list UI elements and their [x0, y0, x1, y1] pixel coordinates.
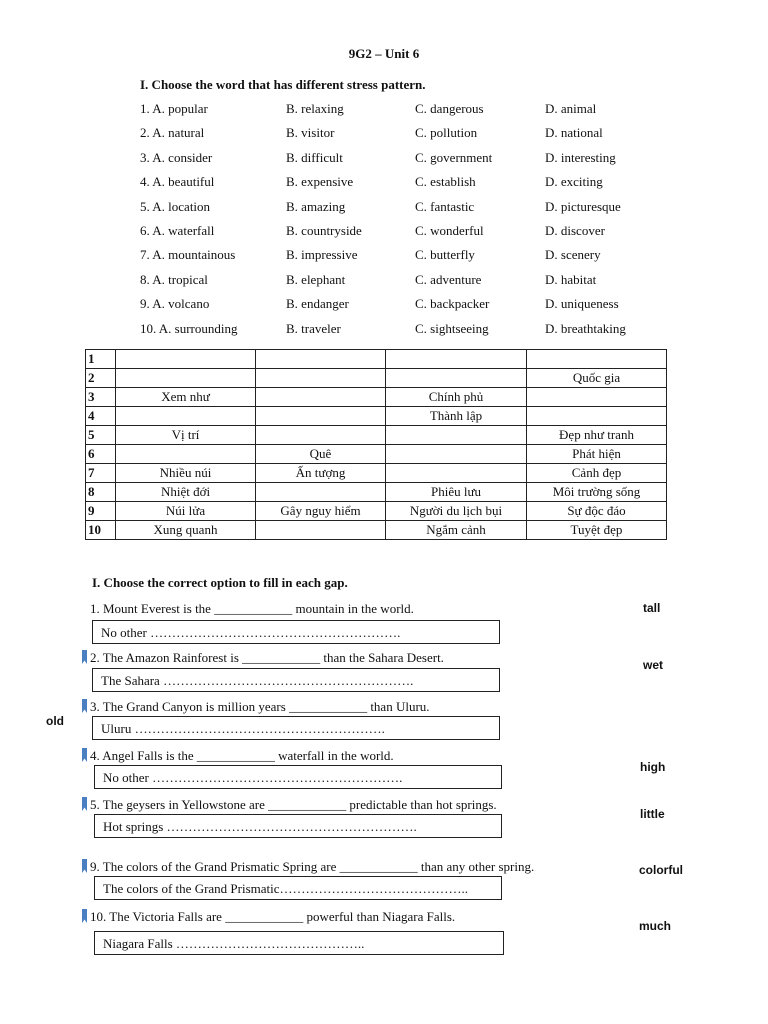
option-b: B. elephant — [286, 271, 346, 287]
option-c: C. fantastic — [415, 198, 475, 214]
table-row — [86, 407, 667, 426]
option-b: B. expensive — [286, 174, 354, 190]
cell — [116, 350, 256, 369]
cell — [386, 464, 527, 483]
hint-word: tall — [643, 601, 661, 615]
option-d: D. animal — [545, 101, 597, 116]
option-b: B. endanger — [286, 296, 349, 312]
bookmark-icon — [82, 748, 87, 762]
hint-word: little — [640, 807, 665, 821]
cell — [527, 388, 667, 407]
cell: Phiêu lưu — [386, 483, 527, 502]
gap-question: 3. The Grand Canyon is million years ____________ than Uluru. — [90, 699, 430, 714]
cell: Đẹp như tranh — [527, 426, 667, 445]
hint-word: much — [639, 919, 672, 933]
cell: Gây nguy hiểm — [256, 502, 386, 521]
option-a: 3. A. consider — [140, 149, 213, 165]
option-a: 5. A. location — [140, 198, 211, 214]
gap-question: 10. The Victoria Falls are ____________ powerful than Niagara Falls. — [90, 909, 456, 924]
option-a: 6. A. waterfall — [140, 223, 215, 238]
cell: Chính phủ — [386, 388, 527, 407]
bookmark-icon — [82, 699, 87, 713]
option-d: D. picturesque — [545, 198, 621, 214]
cell: Thành lập — [386, 407, 527, 426]
table-row — [86, 426, 667, 445]
option-c: C. pollution — [415, 125, 478, 141]
cell: Quê — [256, 445, 386, 464]
option-c: C. establish — [415, 174, 476, 190]
cell — [386, 350, 527, 369]
option-a: 8. A. tropical — [140, 271, 208, 287]
row-number: 5 — [86, 426, 116, 445]
option-a: 2. A. natural — [140, 125, 205, 141]
bookmark-icon — [82, 859, 87, 873]
cell: Ngắm cảnh — [386, 521, 527, 540]
cell: Xung quanh — [116, 521, 256, 540]
answer-box[interactable]: The Sahara …………………………………………………. — [92, 668, 500, 692]
cell: Xem như — [116, 388, 256, 407]
table-row — [86, 483, 667, 502]
cell: Môi trường sống — [527, 483, 667, 502]
row-number: 9 — [86, 502, 116, 521]
section2-heading: I. Choose the correct option to fill in each gap. — [92, 575, 348, 590]
cell — [116, 369, 256, 388]
row-number: 3 — [86, 388, 116, 407]
answer-box[interactable]: No other …………………………………………………. — [94, 765, 502, 789]
hint-word: old — [46, 714, 64, 728]
option-c: C. wonderful — [415, 223, 484, 238]
answer-box[interactable]: No other …………………………………………………. — [92, 620, 500, 644]
table-row — [86, 502, 667, 521]
row-number: 10 — [86, 521, 116, 540]
answer-box[interactable]: The colors of the Grand Prismatic…………………………………….. — [94, 876, 502, 900]
cell: Núi lửa — [116, 502, 256, 521]
vocabulary-table — [85, 349, 667, 540]
answer-box[interactable]: Uluru …………………………………………………. — [92, 716, 500, 740]
hint-word: wet — [643, 658, 664, 672]
table-row — [86, 369, 667, 388]
row-number: 1 — [86, 350, 116, 369]
row-number: 2 — [86, 369, 116, 388]
option-d: D. interesting — [545, 149, 616, 165]
option-a: 1. A. popular — [140, 101, 208, 116]
gap-question: 2. The Amazon Rainforest is ____________ than the Sahara Desert. — [90, 650, 444, 665]
gap-question: 5. The geysers in Yellowstone are ____________ predictable than hot springs. — [90, 797, 497, 812]
option-b: B. traveler — [286, 320, 341, 336]
cell — [386, 445, 527, 464]
section1-heading: I. Choose the word that has different stress pattern. — [140, 77, 426, 92]
option-d: D. national — [545, 125, 603, 141]
cell — [256, 350, 386, 369]
cell — [116, 445, 256, 464]
option-c: C. backpacker — [415, 296, 490, 312]
cell: Nhiều núi — [116, 464, 256, 483]
option-c: C. butterfly — [415, 247, 475, 263]
cell: Ấn tượng — [256, 464, 386, 483]
cell: Tuyệt đẹp — [527, 521, 667, 540]
bookmark-icon — [82, 909, 87, 923]
table-row — [86, 521, 667, 540]
cell — [527, 407, 667, 426]
cell — [256, 369, 386, 388]
hint-word: high — [640, 760, 666, 774]
gap-question: 9. The colors of the Grand Prismatic Spring are ____________ than any other spring. — [90, 859, 535, 874]
gap-question: 4. Angel Falls is the ____________ waterfall in the world. — [90, 748, 394, 763]
option-c: C. government — [415, 149, 493, 165]
option-a: 7. A. mountainous — [140, 247, 236, 263]
option-c: C. sightseeing — [415, 320, 489, 336]
cell — [256, 388, 386, 407]
cell — [386, 369, 527, 388]
option-b: B. visitor — [286, 125, 335, 141]
cell: Cảnh đẹp — [527, 464, 667, 483]
option-d: D. discover — [545, 223, 605, 238]
row-number: 6 — [86, 445, 116, 464]
option-a: 9. A. volcano — [140, 296, 210, 312]
option-d: D. scenery — [545, 247, 601, 263]
row-number: 7 — [86, 464, 116, 483]
gap-question: 1. Mount Everest is the ____________ mountain in the world. — [90, 601, 414, 616]
option-a: 4. A. beautiful — [140, 174, 215, 190]
option-a: 10. A. surrounding — [140, 320, 238, 336]
cell: Sự độc đáo — [527, 502, 667, 521]
option-b: B. amazing — [286, 198, 346, 214]
cell: Vị trí — [116, 426, 256, 445]
cell: Quốc gia — [527, 369, 667, 388]
table-row — [86, 464, 667, 483]
option-d: D. habitat — [545, 271, 597, 287]
option-c: C. adventure — [415, 271, 482, 287]
bookmark-icon — [82, 650, 87, 664]
cell — [256, 483, 386, 502]
hint-word: colorful — [639, 863, 683, 877]
option-b: B. relaxing — [286, 101, 344, 116]
cell — [527, 350, 667, 369]
option-d: D. uniqueness — [545, 296, 619, 312]
answer-box[interactable]: Niagara Falls …………………………………….. — [94, 931, 504, 955]
cell — [116, 407, 256, 426]
cell: Người du lịch bụi — [386, 502, 527, 521]
cell — [256, 521, 386, 540]
table-row — [86, 350, 667, 369]
option-b: B. countryside — [286, 223, 362, 238]
option-d: D. breathtaking — [545, 320, 626, 336]
bookmark-icon — [82, 797, 87, 811]
option-d: D. exciting — [545, 174, 603, 190]
option-b: B. impressive — [286, 247, 358, 263]
answer-box[interactable]: Hot springs …………………………………………………. — [94, 814, 502, 838]
table-row — [86, 388, 667, 407]
cell — [256, 407, 386, 426]
row-number: 4 — [86, 407, 116, 426]
table-row — [86, 445, 667, 464]
page-title: 9G2 – Unit 6 — [348, 46, 420, 61]
cell — [256, 426, 386, 445]
row-number: 8 — [86, 483, 116, 502]
cell: Phát hiện — [527, 445, 667, 464]
option-c: C. dangerous — [415, 101, 484, 116]
cell: Nhiệt đới — [116, 483, 256, 502]
cell — [386, 426, 527, 445]
option-b: B. difficult — [286, 149, 343, 165]
